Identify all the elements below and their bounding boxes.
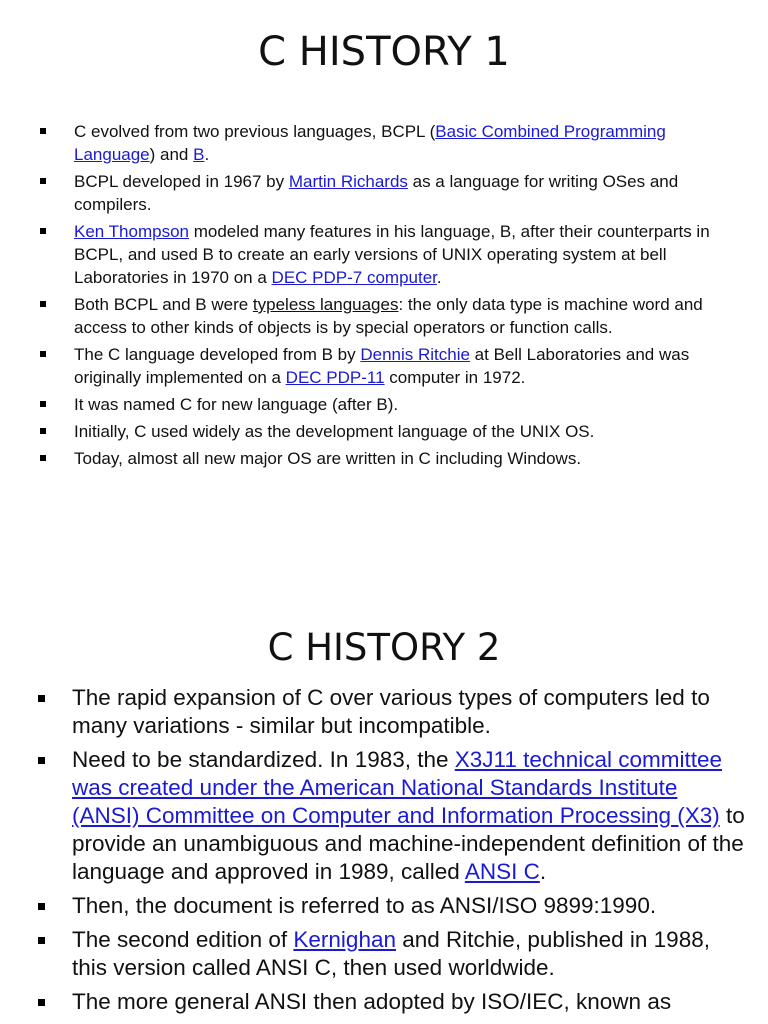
bullet-list <box>38 684 748 1022</box>
bullet-item <box>38 988 748 1016</box>
square-bullet-icon <box>40 455 46 461</box>
square-bullet-icon <box>38 757 45 764</box>
bullet-item <box>38 926 748 982</box>
bullet-text: . <box>539 859 547 884</box>
bullet-item <box>40 420 740 443</box>
link-dennis-ritchie[interactable]: Dennis Ritchie <box>360 345 470 364</box>
link-x3j11-committee[interactable]: X3J11 technical committee was created under the American National Standards Institute (ANSI) Committee on Computer and Information Processing (X3) <box>72 747 722 828</box>
bullet-text: : the only data type is machine word and access to other kinds of objects is by special operators or function calls. <box>74 295 703 337</box>
square-bullet-icon <box>38 999 45 1006</box>
square-bullet-icon <box>40 351 46 357</box>
bullet-text: Need to be standardized. In 1983, the <box>72 747 455 772</box>
bullet-item <box>40 343 740 389</box>
bullet-text: The second edition of <box>72 927 294 952</box>
bullet-text: Both BCPL and B were <box>74 295 253 314</box>
square-bullet-icon <box>40 401 46 407</box>
bullet-text: modeled many features in his language, B, after their counterparts in BCPL, and used B to create an early versions of UNIX operating system at bell Laboratories in 1970 on a <box>74 222 710 287</box>
bullet-text: The more general ANSI then adopted by ISO/IEC, known as <box>72 989 672 1014</box>
link-b[interactable]: B <box>193 145 205 164</box>
bullet-text: as a language for writing OSes and compilers. <box>74 172 679 214</box>
bullet-text: computer in 1972. <box>384 368 526 387</box>
bullet-item <box>40 447 740 470</box>
square-bullet-icon <box>38 903 45 910</box>
bullet-text: It was named C for new language (after B). <box>74 395 399 414</box>
square-bullet-icon <box>38 695 45 702</box>
square-bullet-icon <box>40 128 46 134</box>
bullet-text: Initially, C used widely as the development language of the UNIX OS. <box>74 422 595 441</box>
bullet-item <box>38 892 748 920</box>
bullet-item <box>40 393 740 416</box>
link-dec-pdp-11[interactable]: DEC PDP-11 <box>285 368 385 387</box>
bullet-item <box>38 746 748 886</box>
bullet-text: and Ritchie, published in 1988, this version called ANSI C, then used worldwide. <box>72 927 710 980</box>
bullet-text: ) and <box>149 145 194 164</box>
square-bullet-icon <box>40 301 46 307</box>
square-bullet-icon <box>40 178 46 184</box>
slide-title: C HISTORY 1 <box>258 29 510 75</box>
link-dec-pdp-7[interactable]: DEC PDP-7 computer <box>271 268 437 287</box>
bullet-text: The C language developed from B by <box>74 345 361 364</box>
bullet-item <box>40 220 740 289</box>
link-martin-richards[interactable]: Martin Richards <box>288 172 408 191</box>
bullet-text: The rapid expansion of C over various types of computers led to many variations - similar but incompatible. <box>72 685 710 738</box>
square-bullet-icon <box>38 937 45 944</box>
bullet-text: Then, the document is referred to as ANSI/ISO 9899:1990. <box>72 893 657 918</box>
bullet-item <box>40 170 740 216</box>
link-ansi-c[interactable]: ANSI C <box>464 859 540 884</box>
bullet-text: . <box>436 268 442 287</box>
underlined-term: typeless languages <box>252 295 399 314</box>
bullet-text: BCPL developed in 1967 by <box>74 172 289 191</box>
slide-title: C HISTORY 2 <box>267 626 501 669</box>
bullet-list <box>40 120 740 474</box>
link-kernighan[interactable]: Kernighan <box>293 927 396 952</box>
bullet-text: C evolved from two previous languages, BCPL ( <box>74 122 436 141</box>
slide-c-history-2 <box>0 590 768 1024</box>
square-bullet-icon <box>40 228 46 234</box>
bullet-text: . <box>204 145 210 164</box>
bullet-item <box>38 684 748 740</box>
square-bullet-icon <box>40 428 46 434</box>
bullet-text: Today, almost all new major OS are written in C including Windows. <box>74 449 582 468</box>
link-ken-thompson[interactable]: Ken Thompson <box>74 222 189 241</box>
bullet-item <box>40 293 740 339</box>
bullet-text: at Bell Laboratories and was originally implemented on a <box>74 345 690 387</box>
bullet-item <box>40 120 740 166</box>
link-bcpl[interactable]: Basic Combined Programming Language <box>74 122 666 164</box>
bullet-text: to provide an unambiguous and machine-independent definition of the language and approved in 1989, called <box>72 803 745 884</box>
